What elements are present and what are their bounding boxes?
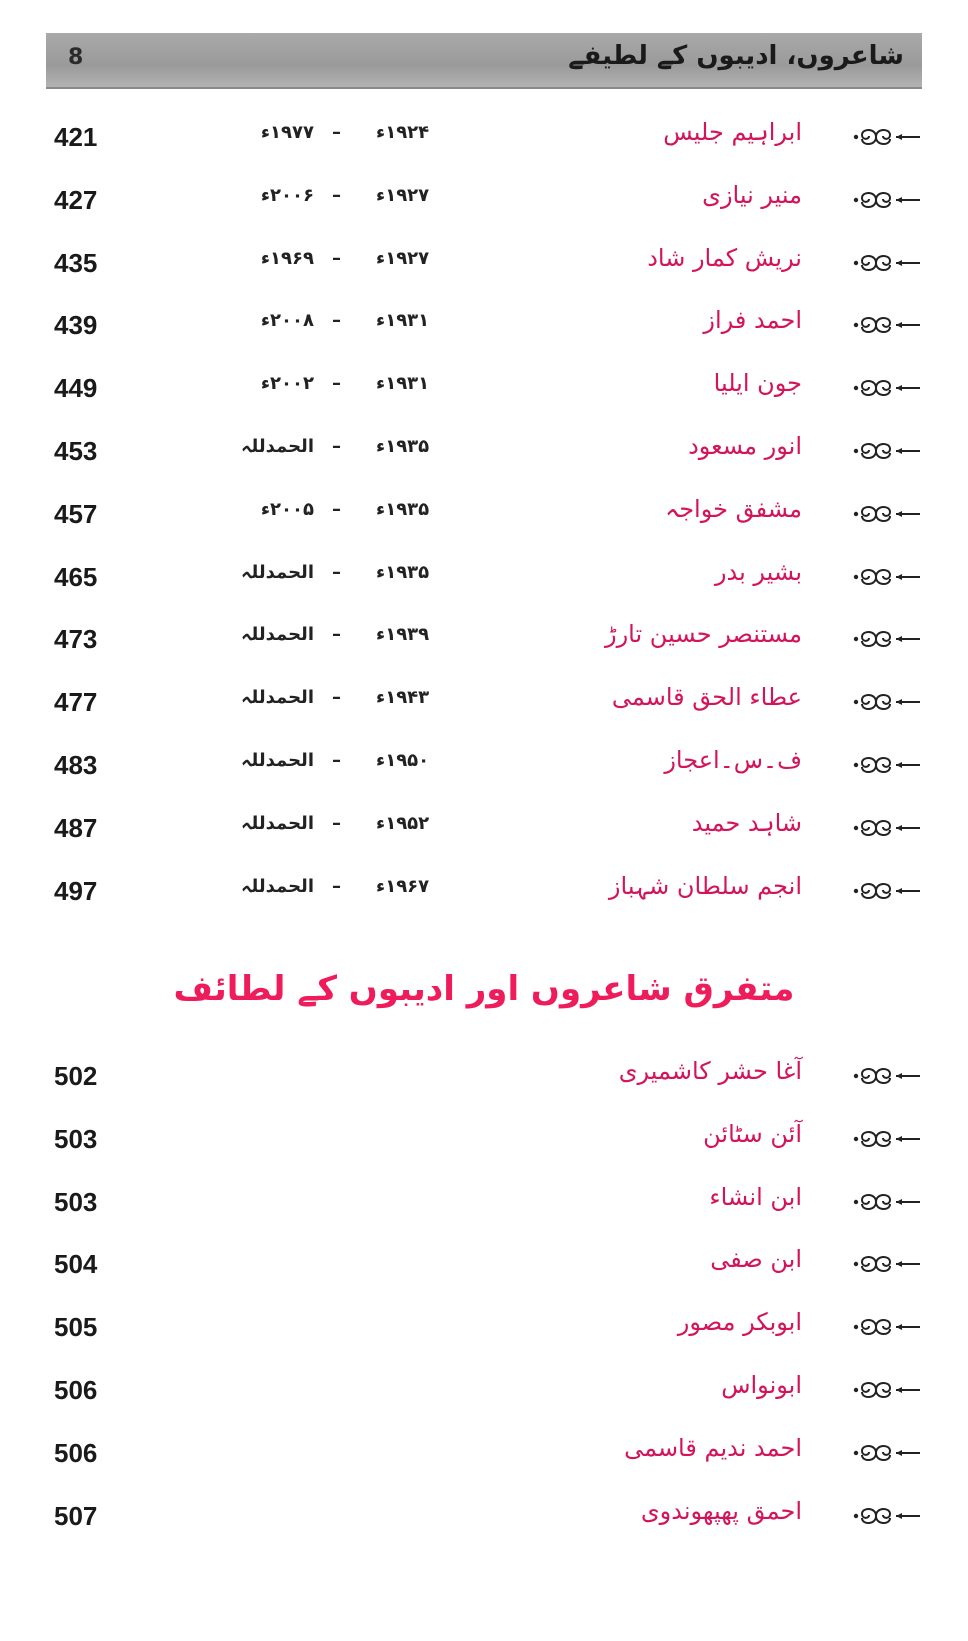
page-number: 435: [54, 247, 98, 278]
date-separator: –: [332, 875, 341, 897]
list-item: [46, 1245, 922, 1285]
list-item: [46, 118, 922, 158]
author-name: ابوبکر مصور: [677, 1308, 802, 1337]
death-year: الحمدللہ: [240, 436, 314, 457]
death-year: الحمدللہ: [240, 812, 314, 834]
author-name: نریش کمار شاد: [647, 243, 802, 272]
date-separator: –: [332, 122, 341, 143]
page-number: 457: [54, 498, 98, 529]
ornament-bullet-icon: [852, 310, 922, 340]
birth-year: ۱۹۳۱ء: [376, 373, 430, 395]
date-separator: –: [332, 184, 341, 206]
page-number: 507: [54, 1500, 98, 1531]
death-year: ۲۰۰۲ء: [260, 373, 314, 395]
author-name: احمق پھپھوندوی: [640, 1496, 802, 1525]
page-number: 473: [54, 624, 98, 655]
page-number: 503: [54, 1186, 98, 1217]
ornament-bullet-icon: [852, 1501, 922, 1531]
header-book-title: شاعروں، ادیبوں کے لطیفے: [568, 41, 904, 71]
author-name: مستنصر حسین تارڑ: [605, 620, 802, 649]
birth-year: ۱۹۲۴ء: [376, 122, 430, 143]
page-number: 421: [54, 122, 98, 152]
page-number: 502: [54, 1061, 98, 1091]
death-year: ۱۹۶۹ء: [260, 247, 314, 269]
death-year: ۱۹۷۷ء: [260, 122, 314, 143]
ornament-bullet-icon: [852, 1249, 922, 1279]
birth-year: ۱۹۴۳ء: [376, 687, 430, 709]
list-item: [46, 1497, 922, 1537]
author-name: احمد فراز: [703, 306, 802, 335]
birth-year: ۱۹۳۵ء: [376, 498, 430, 520]
page-number: 487: [54, 812, 98, 843]
death-year: ۲۰۰۸ء: [260, 310, 314, 332]
list-item: [46, 558, 922, 598]
author-name: ابن انشاء: [709, 1182, 802, 1211]
list-item: [46, 872, 922, 912]
running-header: [46, 33, 922, 89]
author-name: ابن صفی: [710, 1245, 802, 1274]
date-separator: –: [332, 373, 341, 395]
author-name: شاہد حمید: [691, 808, 802, 837]
ornament-bullet-icon: [852, 373, 922, 403]
ornament-bullet-icon: [852, 185, 922, 215]
date-separator: –: [332, 750, 341, 771]
list-item: [46, 620, 922, 660]
death-year: الحمدللہ: [240, 561, 314, 583]
death-year: الحمدللہ: [240, 687, 314, 709]
birth-year: ۱۹۳۱ء: [376, 310, 430, 332]
list-item: [46, 181, 922, 221]
author-name: بشیر بدر: [714, 557, 802, 586]
birth-year: ۱۹۶۷ء: [376, 875, 430, 897]
author-name: ف۔س۔اعجاز: [664, 746, 802, 774]
section-heading: متفرق شاعروں اور ادیبوں کے لطائف: [173, 969, 795, 1009]
date-separator: –: [332, 812, 341, 834]
page-number: 504: [54, 1249, 98, 1280]
ornament-bullet-icon: [852, 1124, 922, 1154]
date-separator: –: [332, 687, 341, 709]
page-number: 483: [54, 750, 98, 780]
page-number: 506: [54, 1437, 98, 1468]
page-number: 439: [54, 310, 98, 341]
list-item: [46, 809, 922, 849]
page-number: 506: [54, 1375, 98, 1405]
ornament-bullet-icon: [852, 1061, 922, 1091]
ornament-bullet-icon: [852, 1375, 922, 1405]
ornament-bullet-icon: [852, 499, 922, 529]
list-item: [46, 1120, 922, 1160]
page-number: 505: [54, 1312, 98, 1343]
author-name: آئن سٹائن: [703, 1119, 802, 1148]
ornament-bullet-icon: [852, 562, 922, 592]
death-year: ۲۰۰۵ء: [260, 498, 314, 520]
list-item: [46, 683, 922, 723]
list-item: [46, 432, 922, 472]
date-separator: –: [332, 310, 341, 332]
ornament-bullet-icon: [852, 813, 922, 843]
page-number: 503: [54, 1123, 98, 1154]
ornament-bullet-icon: [852, 687, 922, 717]
page-number: 477: [54, 687, 98, 718]
death-year: الحمدللہ: [240, 624, 314, 646]
author-name: ابراہیم جلیس: [663, 118, 802, 146]
ornament-bullet-icon: [852, 248, 922, 278]
list-item: [46, 1434, 922, 1474]
author-name: انجم سلطان شہباز: [608, 871, 802, 900]
ornament-bullet-icon: [852, 1312, 922, 1342]
birth-year: ۱۹۳۹ء: [376, 624, 430, 646]
date-separator: –: [332, 247, 341, 269]
list-item: [46, 244, 922, 284]
page-number: 427: [54, 184, 98, 215]
ornament-bullet-icon: [852, 1438, 922, 1468]
ornament-bullet-icon: [852, 122, 922, 152]
author-name: منیر نیازی: [702, 180, 802, 209]
author-name: انور مسعود: [688, 432, 802, 460]
date-separator: –: [332, 624, 341, 646]
author-name: احمد ندیم قاسمی: [624, 1433, 802, 1462]
author-name: مشفق خواجہ: [665, 494, 802, 523]
birth-year: ۱۹۵۲ء: [376, 812, 430, 834]
birth-year: ۱۹۲۷ء: [376, 184, 430, 206]
header-page-number: 8: [68, 45, 84, 70]
author-name: عطاء الحق قاسمی: [611, 683, 802, 712]
birth-year: ۱۹۵۰ء: [376, 750, 430, 771]
death-year: الحمدللہ: [240, 750, 314, 771]
page-number: 453: [54, 436, 98, 466]
ornament-bullet-icon: [852, 624, 922, 654]
author-name: ابونواس: [721, 1371, 802, 1399]
list-item: [46, 1183, 922, 1223]
list-item: [46, 1371, 922, 1411]
date-separator: –: [332, 561, 341, 583]
birth-year: ۱۹۳۵ء: [376, 561, 430, 583]
author-name: آغا حشر کاشمیری: [618, 1057, 802, 1085]
death-year: الحمدللہ: [240, 875, 314, 897]
date-separator: –: [332, 436, 341, 457]
page-number: 465: [54, 561, 98, 592]
ornament-bullet-icon: [852, 876, 922, 906]
list-item: [46, 495, 922, 535]
birth-year: ۱۹۲۷ء: [376, 247, 430, 269]
list-item: [46, 369, 922, 409]
date-separator: –: [332, 498, 341, 520]
ornament-bullet-icon: [852, 750, 922, 780]
page-number: 449: [54, 373, 98, 404]
author-name: جون ایلیا: [713, 369, 802, 398]
list-item: [46, 306, 922, 346]
birth-year: ۱۹۳۵ء: [376, 436, 430, 457]
page-number: 497: [54, 875, 98, 906]
death-year: ۲۰۰۶ء: [260, 184, 314, 206]
ornament-bullet-icon: [852, 1187, 922, 1217]
list-item: [46, 746, 922, 786]
ornament-bullet-icon: [852, 436, 922, 466]
list-item: [46, 1057, 922, 1097]
list-item: [46, 1308, 922, 1348]
